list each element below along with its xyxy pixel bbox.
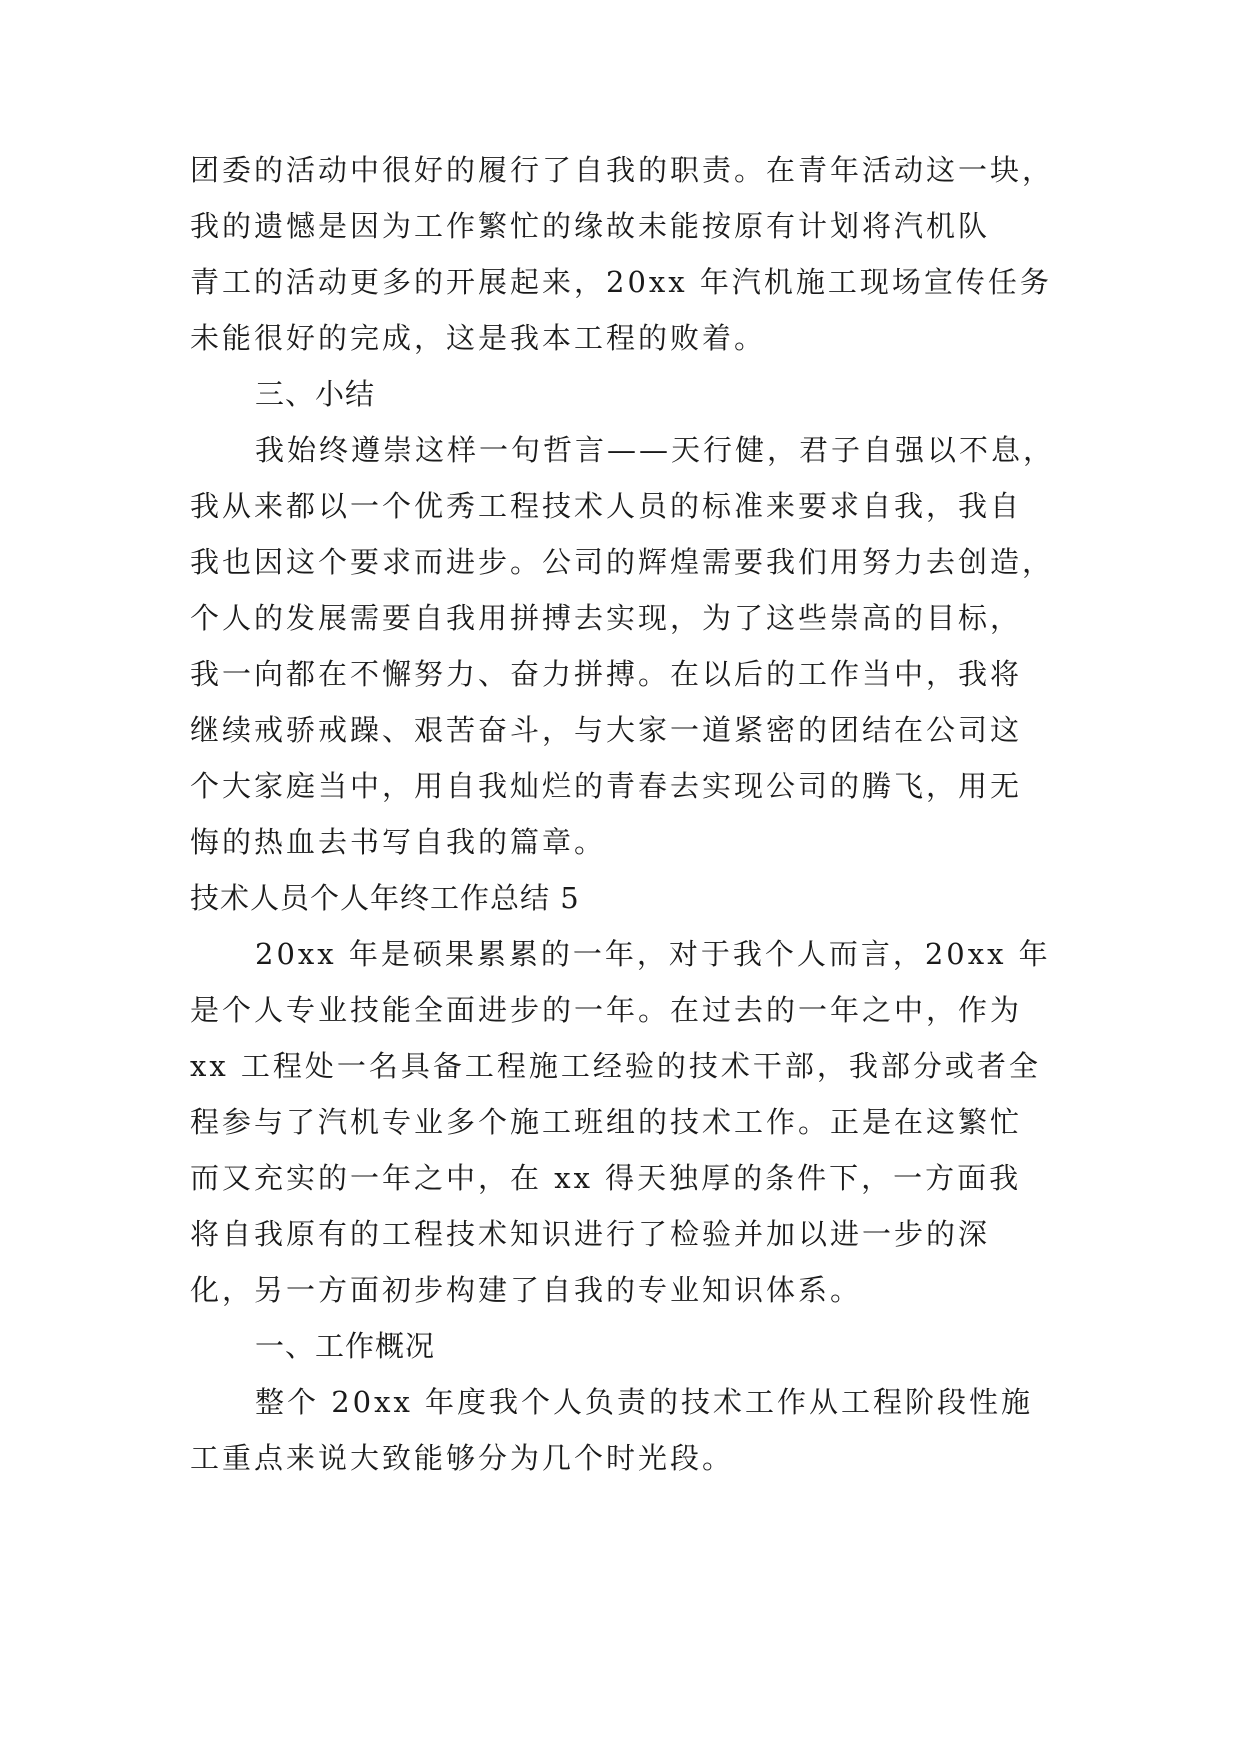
paragraph-line: 青工的活动更多的开展起来，20xx 年汽机施工现场宣传任务 xyxy=(190,265,1052,299)
paragraph-line: 程参与了汽机专业多个施工班组的技术工作。正是在这繁忙 xyxy=(190,1105,1023,1139)
paragraph-line: 我从来都以一个优秀工程技术人员的标准来要求自我，我自 xyxy=(190,489,1023,523)
paragraph-line: 我始终遵崇这样一句哲言——天行健，君子自强以不息， xyxy=(255,433,1056,467)
paragraph-line: 未能很好的完成，这是我本工程的败着。 xyxy=(190,321,767,355)
paragraph-line: 团委的活动中很好的履行了自我的职责。在青年活动这一块， xyxy=(190,153,1055,187)
paragraph-line: 悔的热血去书写自我的篇章。 xyxy=(190,825,607,859)
paragraph-line: 我的遗憾是因为工作繁忙的缘故未能按原有计划将汽机队 xyxy=(190,209,991,243)
paragraph-line: 个大家庭当中，用自我灿烂的青春去实现公司的腾飞，用无 xyxy=(190,769,1023,803)
paragraph-line: 整个 20xx 年度我个人负责的技术工作从工程阶段性施 xyxy=(255,1385,1034,1419)
paragraph-line: 20xx 年是硕果累累的一年，对于我个人而言，20xx 年 xyxy=(255,937,1051,971)
section-heading: 一、工作概况 xyxy=(255,1329,436,1363)
paragraph-line: 是个人专业技能全面进步的一年。在过去的一年之中，作为 xyxy=(190,993,1023,1027)
paragraph-line: 我也因这个要求而进步。公司的辉煌需要我们用努力去创造， xyxy=(190,545,1055,579)
section-heading: 三、小结 xyxy=(255,377,376,411)
paragraph-line: 将自我原有的工程技术知识进行了检验并加以进一步的深 xyxy=(190,1217,991,1251)
paragraph-line: 工重点来说大致能够分为几个时光段。 xyxy=(190,1441,735,1475)
paragraph-line: 个人的发展需要自我用拼搏去实现，为了这些崇高的目标， xyxy=(190,601,1023,635)
article-title: 技术人员个人年终工作总结 5 xyxy=(190,881,580,915)
paragraph-line: 我一向都在不懈努力、奋力拼搏。在以后的工作当中，我将 xyxy=(190,657,1023,691)
paragraph-line: 而又充实的一年之中，在 xx 得天独厚的条件下，一方面我 xyxy=(190,1161,1022,1195)
paragraph-line: xx 工程处一名具备工程施工经验的技术干部，我部分或者全 xyxy=(190,1049,1041,1083)
paragraph-line: 化，另一方面初步构建了自我的专业知识体系。 xyxy=(190,1273,863,1307)
paragraph-line: 继续戒骄戒躁、艰苦奋斗，与大家一道紧密的团结在公司这 xyxy=(190,713,1023,747)
